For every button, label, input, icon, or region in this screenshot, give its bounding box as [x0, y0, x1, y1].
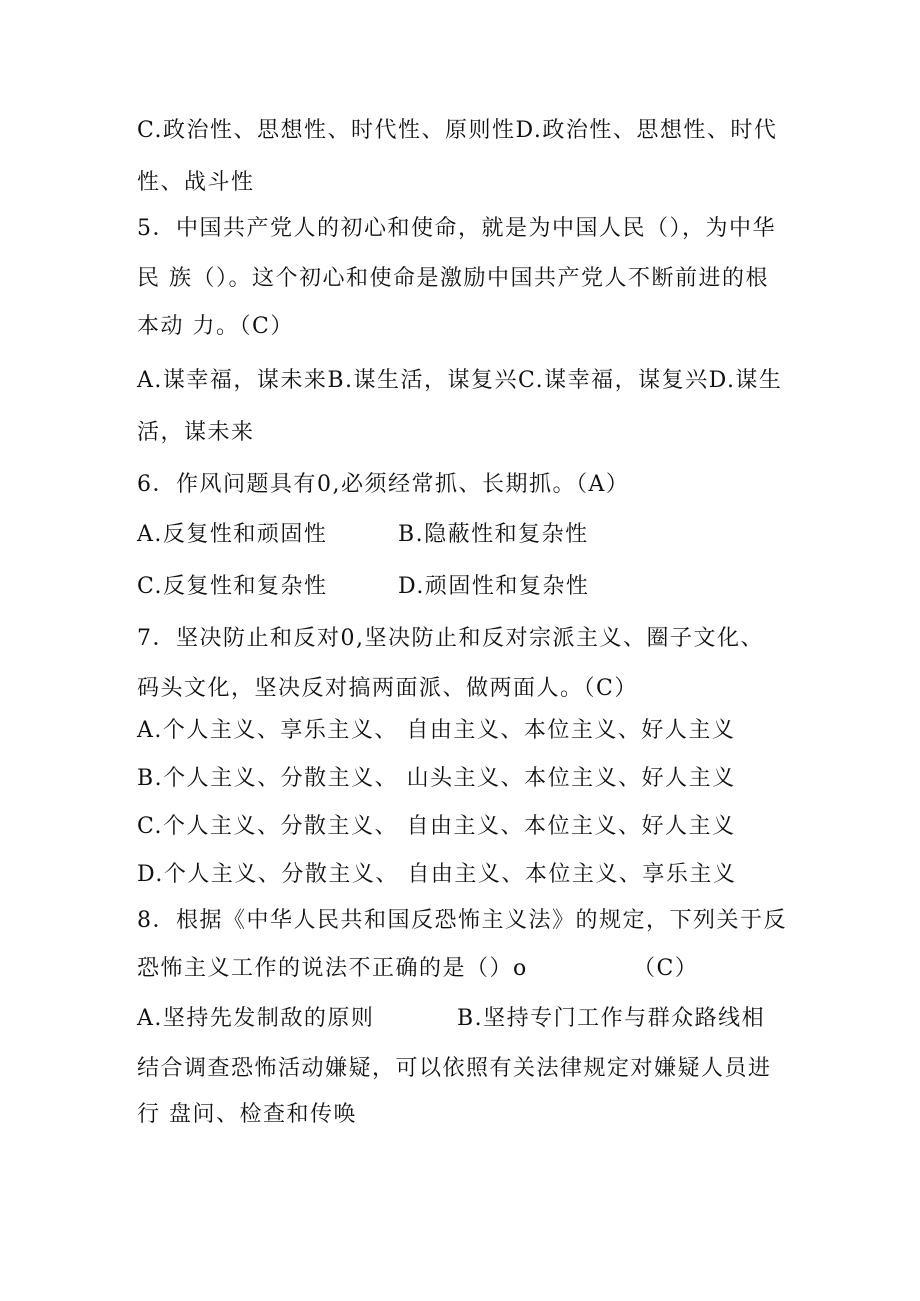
text-line: 结合调查恐怖活动嫌疑，可以依照有关法律规定对嫌疑人员进 — [137, 1056, 772, 1081]
text-line: 行 盘问、检查和传唤 — [137, 1102, 357, 1127]
question-6-options-row — [137, 522, 589, 548]
question-7-option-b: B.个人主义、分散主义、 山头主义、本位主义、好人主义 — [137, 766, 736, 791]
question-7-option-d: D.个人主义、分散主义、 自由主义、本位主义、享乐主义 — [137, 862, 737, 887]
question-5-options: A.谋幸福，谋未来B.谋生活，谋复兴C.谋幸福，谋复兴D.谋生 — [137, 368, 783, 393]
text-line: 民 族（）。这个初心和使命是激励中国共产党人不断前进的根 — [137, 266, 769, 291]
option-a: A.反复性和顽固性 — [137, 522, 328, 547]
question-5-stem: 5．中国共产党人的初心和使命，就是为中国人民（），为中华 — [137, 216, 776, 241]
text-line: 活，谋未来 — [137, 420, 255, 445]
question-8-stem: 8．根据《中华人民共和国反恐怖主义法》的规定，下列关于反 — [137, 908, 787, 933]
question-8-options-row — [137, 1006, 766, 1032]
question-7-stem: 7．坚决防止和反对0,坚决防止和反对宗派主义、圈子文化、 — [137, 626, 764, 651]
answer-mark: （C） — [633, 956, 699, 981]
text-line: C.政治性、思想性、时代性、原则性D.政治性、思想性、时代 — [137, 118, 778, 143]
option-d: D.顽固性和复杂性 — [398, 574, 590, 599]
text-line: 性、战斗性 — [137, 170, 255, 195]
text-line: 本动 力。（C） — [137, 314, 294, 339]
option-b: B.隐蔽性和复杂性 — [398, 522, 589, 547]
question-8-stem-end — [137, 956, 699, 982]
question-6-stem: 6．作风问题具有0,必须经常抓、长期抓。（A） — [137, 472, 630, 497]
option-c: C.反复性和复杂性 — [137, 574, 328, 599]
option-a: A.坚持先发制敌的原则 — [137, 1006, 375, 1031]
option-b: B.坚持专门工作与群众路线相 — [457, 1006, 766, 1031]
text-line: 码头文化，坚决反对搞两面派、做两面人。（C） — [137, 676, 638, 701]
question-7-option-c: C.个人主义、分散主义、 自由主义、本位主义、好人主义 — [137, 814, 736, 839]
question-6-options-row — [137, 574, 590, 600]
stem-text: 恐怖主义工作的说法不正确的是（）o — [137, 956, 528, 981]
question-7-option-a: A.个人主义、享乐主义、 自由主义、本位主义、好人主义 — [137, 718, 736, 743]
